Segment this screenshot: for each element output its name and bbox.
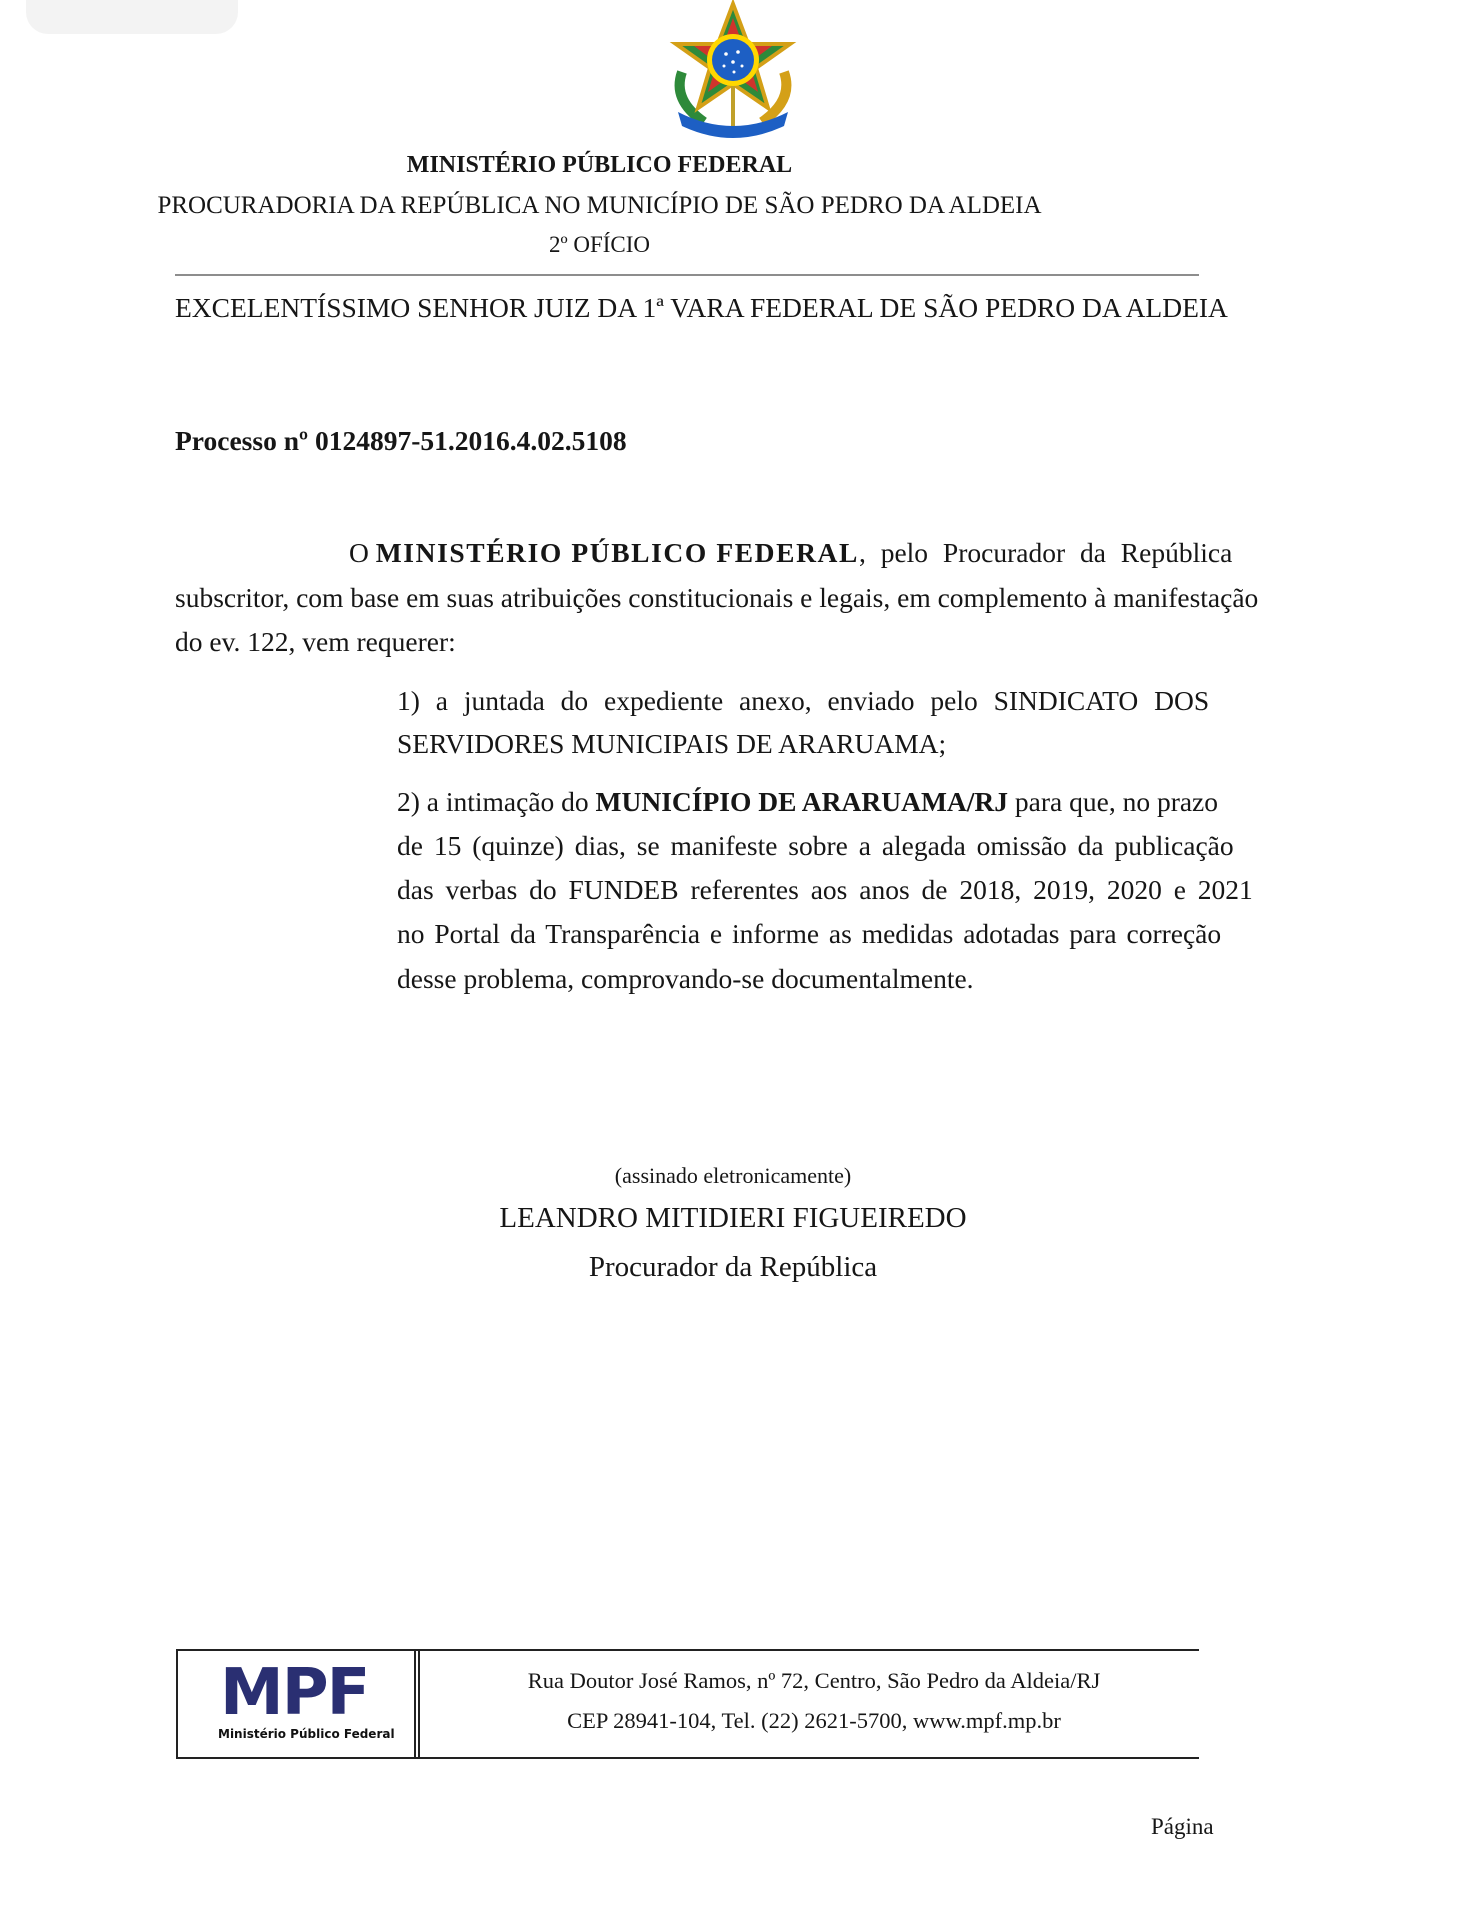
page-label: Página	[1151, 1814, 1214, 1839]
item-2-line-5: desse problema, comprovando-se documentalmente.	[397, 963, 974, 994]
footer-address-line-2: CEP 28941-104, Tel. (22) 2621-5700, www.mpf.mp.br	[567, 1708, 1061, 1733]
item-2-rest: para que, no prazo	[1008, 786, 1219, 817]
item-2-line-1	[397, 786, 1219, 818]
footer-address-line-1: Rua Doutor José Ramos, nº 72, Centro, São Pedro da Aldeia/RJ	[527, 1668, 1101, 1693]
signature-role: Procurador da República	[588, 1251, 878, 1283]
item-2-line-2: de 15 (quinze) dias, se manifeste sobre a alegada omissão da publicação	[397, 830, 1234, 861]
intro-rest: , pelo Procurador da República	[858, 537, 1233, 568]
intro-prefix: O	[349, 537, 376, 568]
item-2-line-4: no Portal da Transparência e informe as medidas adotadas para correção	[397, 918, 1222, 949]
mpf-logo	[178, 1651, 420, 1757]
intro-line-1	[175, 537, 1233, 569]
footer-box	[176, 1649, 1199, 1759]
intro-line-2: subscritor, com base em suas atribuições constitucionais e legais, em complemento à manifestação	[175, 582, 1259, 613]
coat-of-arms-emblem	[664, 0, 802, 140]
item-2-line-3: das verbas do FUNDEB referentes aos anos de 2018, 2019, 2020 e 2021	[397, 874, 1253, 905]
signature-note: (assinado eletronicamente)	[614, 1163, 852, 1188]
addressee: EXCELENTÍSSIMO SENHOR JUIZ DA 1ª VARA FEDERAL DE SÃO PEDRO DA ALDEIA	[175, 292, 1228, 323]
header-office: PROCURADORIA DA REPÚBLICA NO MUNICÍPIO DE SÃO PEDRO DA ALDEIA	[157, 192, 1042, 219]
intro-line-3: do ev. 122, vem requerer:	[175, 626, 456, 657]
item-1-line-1: 1) a juntada do expediente anexo, enviado pelo SINDICATO DOS	[397, 685, 1210, 716]
header-institution: MINISTÉRIO PÚBLICO FEDERAL	[406, 152, 793, 178]
signature-name: LEANDRO MITIDIERI FIGUEIREDO	[499, 1202, 967, 1234]
item-2-prefix: 2) a intimação do	[397, 786, 596, 817]
item-1-line-2: SERVIDORES MUNICIPAIS DE ARARUAMA;	[397, 728, 947, 759]
header-unit: 2º OFÍCIO	[548, 232, 651, 257]
process-number: Processo nº 0124897-51.2016.4.02.5108	[175, 425, 627, 456]
intro-bold-institution: MINISTÉRIO PÚBLICO FEDERAL	[375, 537, 859, 568]
item-2-bold-municipality: MUNICÍPIO DE ARARUAMA/RJ	[595, 786, 1009, 817]
header-divider	[175, 274, 1199, 276]
mpf-logo-text: MPF	[220, 1656, 369, 1730]
browser-tab-ghost	[26, 0, 238, 34]
mpf-logo-subtitle: Ministério Público Federal	[218, 1727, 395, 1741]
